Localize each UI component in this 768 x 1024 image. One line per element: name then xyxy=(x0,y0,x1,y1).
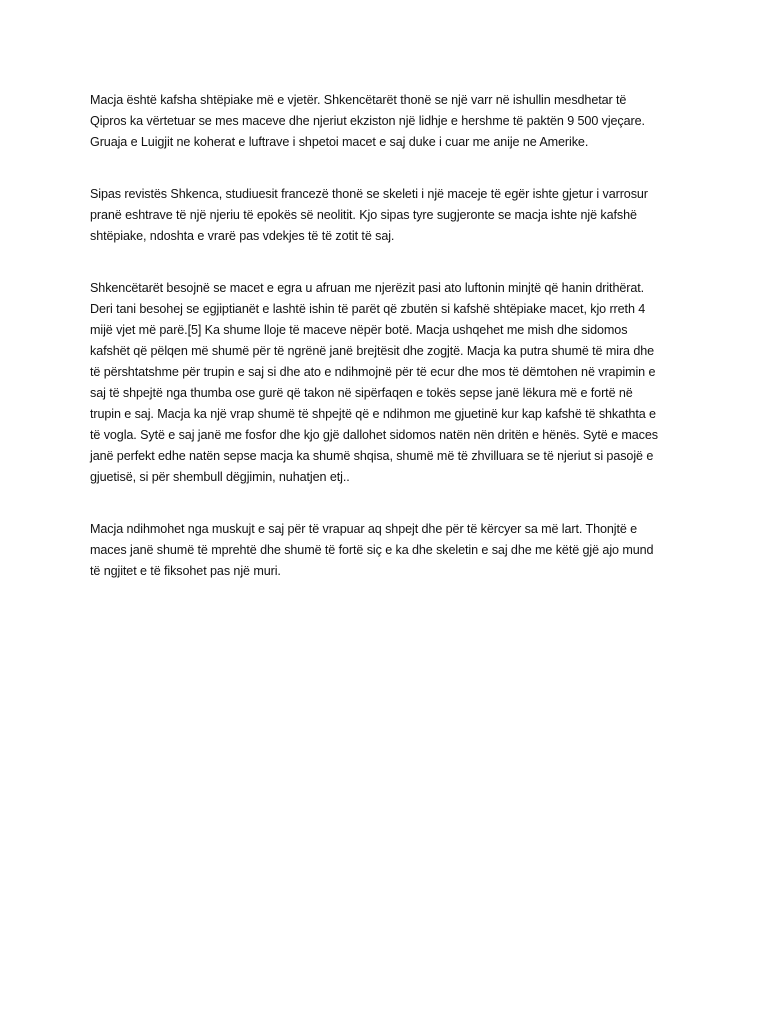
document-body xyxy=(90,90,680,582)
paragraph-2: Sipas revistës Shkenca, studiuesit francezë thonë se skeleti i një maceje të egër ishte gjetur i varrosur pranë eshtrave të një njeriu të epokës së neolitit. Kjo sipas tyre sugjeronte se macja ishte një kafshë shtëpiake, ndoshta e vrarë pas vdekjes të të zotit të saj. xyxy=(90,187,648,243)
paragraph-4: Macja ndihmohet nga muskujt e saj për të vrapuar aq shpejt dhe për të kërcyer sa më lart. Thonjtë e maces janë shumë të mprehtë dhe shumë të fortë siç e ka dhe skeletin e saj dhe me këtë gjë ajo mund të ngjitet e të fiksohet pas një muri. xyxy=(90,522,654,578)
paragraph-1: Macja është kafsha shtëpiake më e vjetër. Shkencëtarët thonë se një varr në ishullin mesdhetar të Qipros ka vërtetuar se mes maceve dhe njeriut ekziston një lidhje e hershme të paktën 9 500 vjeçare. Gruaja e Luigjit ne koherat e luftrave i shpetoi macet e saj duke i cuar me anije ne Amerike. xyxy=(90,93,645,149)
paragraph-3: Shkencëtarët besojnë se macet e egra u afruan me njerëzit pasi ato luftonin minjtë që hanin drithërat. Deri tani besohej se egjiptianët e lashtë ishin të parët që zbutën si kafshë shtëpiake macet, kjo rreth 4 mijë vjet më parë.[5] Ka shume lloje të maceve nëpër botë. Macja ushqehet me mish dhe sidomos kafshët që pëlqen më shumë për të ngrënë janë brejtësit dhe zogjtë. Macja ka putra shumë të mira dhe të përshtatshme për trupin e saj si dhe ato e ndihmojnë për të ecur dhe mos të dëmtohen në vrapimin e saj të shpejtë nga thumba ose gurë që takon në sipërfaqen e tokës sepse janë lëkura më e fortë në trupin e saj. Macja ka një vrap shumë të shpejtë që e ndihmon me gjuetinë kur kap kafshë të shkathta e të vogla. Sytë e saj janë me fosfor dhe kjo gjë dallohet sidomos natën nën dritën e hënës. Sytë e maces janë perfekt edhe natën sepse macja ka shumë shqisa, shumë më të zhvilluara se të njeriut si pasojë e gjuetisë, si për shembull dëgjimin, nuhatjen etj.. xyxy=(90,281,658,484)
